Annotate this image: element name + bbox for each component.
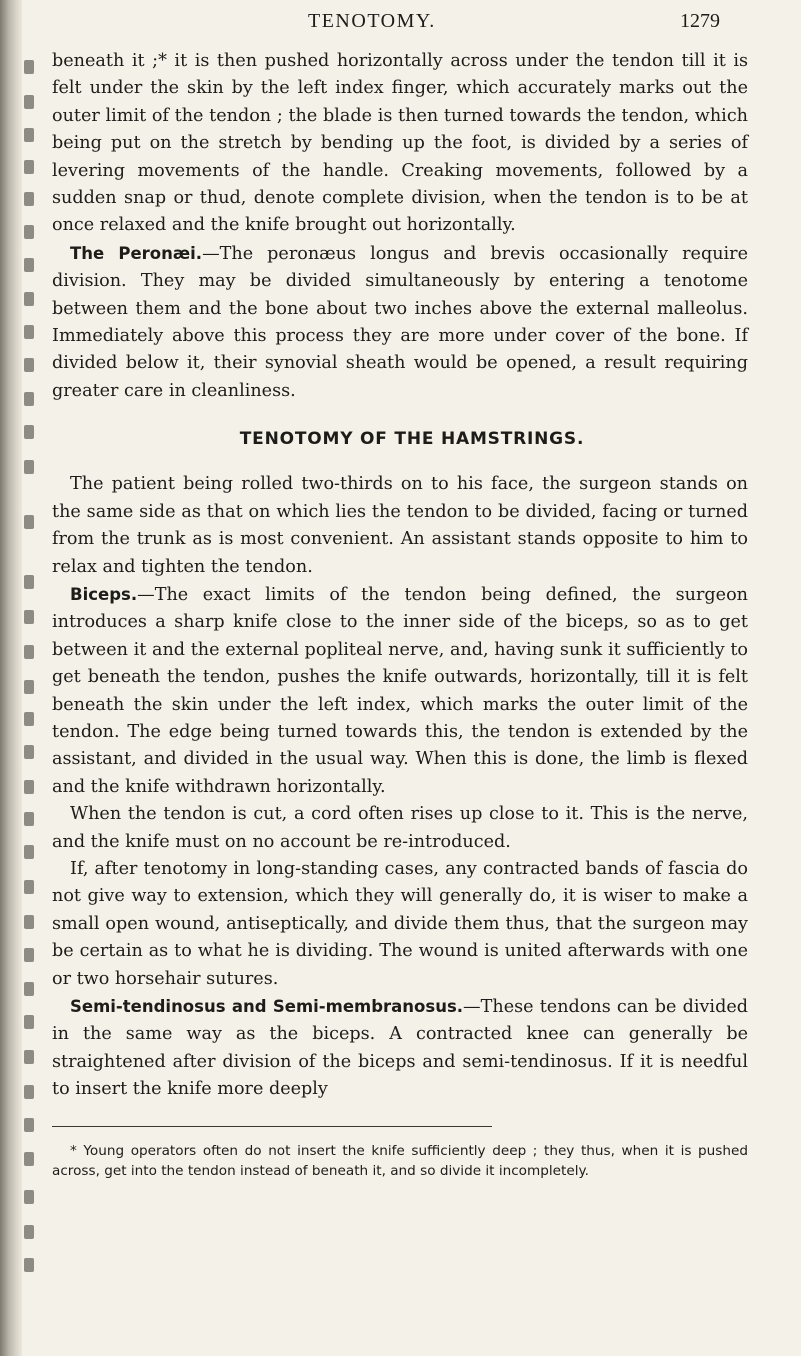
page-edge-mark <box>24 812 34 826</box>
section-heading: TENOTOMY OF THE HAMSTRINGS. <box>239 429 585 450</box>
page-edge-mark <box>24 1190 34 1204</box>
page-edge-mark <box>24 392 34 406</box>
page-edge-mark <box>24 160 34 174</box>
run-in-heading: Semi-tendinosus and Semi-membranosus. <box>70 997 464 1016</box>
running-head: TENOTOMY. <box>308 10 436 32</box>
page-edge-mark <box>24 1085 34 1099</box>
page-edge-mark <box>24 880 34 894</box>
page-edge-mark <box>24 1225 34 1239</box>
page-edge-mark <box>24 292 34 306</box>
paragraph-text: —These tendons can be divided in the same way as the biceps. A contracted knee can generally be straightened after division of the biceps and semi-tendinosus. If it is needful to insert the knife more deeply <box>52 997 749 1100</box>
page-edge-mark <box>24 192 34 206</box>
book-spine-shadow <box>0 0 22 1356</box>
page-edge-mark <box>24 1118 34 1132</box>
page-edge-mark <box>24 680 34 694</box>
page-number: 1279 <box>680 10 720 32</box>
page-edge-mark <box>24 745 34 759</box>
book-page <box>52 0 772 1356</box>
page-edge-mark <box>24 425 34 439</box>
page-edge-mark <box>24 358 34 372</box>
run-in-heading: Biceps. <box>70 584 138 604</box>
page-edge-mark <box>24 645 34 659</box>
page-edge-mark <box>24 1015 34 1029</box>
page-edge-mark <box>24 225 34 239</box>
footnote <box>52 1141 772 1181</box>
page-edge-mark <box>24 460 34 474</box>
footnote-text: * Young operators often do not insert the knife sufficiently deep ; they thus, when it is pushed across, get into the tendon instead of beneath it, and so divide it incompletely. <box>52 1142 748 1179</box>
paragraph: The patient being rolled two-thirds on to his face, the surgeon stands on the same side as that on which lies the tendon to be divided, facing or turned from the trunk as is most convenient. An assistant stands opposite to him to relax and tighten the tendon. <box>52 474 748 577</box>
page-edge-mark <box>24 780 34 794</box>
page-edge-mark <box>24 1050 34 1064</box>
page-edge-mark <box>24 325 34 339</box>
footnote-rule <box>52 1126 492 1127</box>
paragraph-semitendinosus <box>52 993 748 1104</box>
page-edge-mark <box>24 258 34 272</box>
page-edge-mark <box>24 1152 34 1166</box>
body-text <box>52 48 772 1104</box>
paragraph-peronaei <box>52 240 748 405</box>
paragraph-text: —The peronæus longus and brevis occasionally require division. They may be divided simultaneously by entering a tenotome between them and the bone about two inches above the external malleolus. Immediately above this process they are more under cover of the bone. If divided below it, their synovial sheath would be opened, a result requiring greater care in cleanliness. <box>52 243 748 401</box>
page-edge-mark <box>24 128 34 142</box>
run-in-heading: The Peronæi. <box>70 243 203 263</box>
paragraph-text: —The exact limits of the tendon being defined, the surgeon introduces a sharp knife close to the inner side of the biceps, so as to get between it and the external popliteal nerve, and, having sunk it sufficiently to get beneath the tendon, pushes the knife outwards, horizontally, till it is felt beneath the skin under the left index, which marks the outer limit of the tendon. The edge being turned towards this, the tendon is extended by the assistant, and divided in the usual way. When this is done, the limb is flexed and the knife withdrawn horizontally. <box>52 584 748 797</box>
page-edge-mark <box>24 982 34 996</box>
page-edge-mark <box>24 575 34 589</box>
page-edge-mark <box>24 60 34 74</box>
page-edge-mark <box>24 1258 34 1272</box>
page-edge-mark <box>24 712 34 726</box>
page-edge-mark <box>24 915 34 929</box>
page-edge-mark <box>24 845 34 859</box>
paragraph: beneath it ;* it is then pushed horizontally across under the tendon till it is felt under the skin by the left index finger, which accurately marks out the outer limit of the tendon ; the blade is then turned towards the tendon, which being put on the stretch by bending up the foot, is divided by a series of levering movements of the handle. Creaking movements, followed by a sudden snap or thud, denote complete division, when the tendon is to be at once relaxed and the knife brought out horizontally. <box>52 51 748 236</box>
page-header <box>52 0 772 48</box>
page-edge-mark <box>24 95 34 109</box>
page-edge-mark <box>24 515 34 529</box>
paragraph-biceps <box>52 581 748 801</box>
paragraph: When the tendon is cut, a cord often rises up close to it. This is the nerve, and the knife must on no account be re-introduced. <box>52 804 748 852</box>
adjacent-page-edge <box>24 0 38 1356</box>
paragraph: If, after tenotomy in long-standing cases, any contracted bands of fascia do not give way to extension, which they will generally do, it is wiser to make a small open wound, antiseptically, and divide them thus, that the surgeon may be certain as to what he is dividing. The wound is united afterwards with one or two horsehair sutures. <box>52 858 748 989</box>
page-edge-mark <box>24 610 34 624</box>
page-edge-mark <box>24 948 34 962</box>
